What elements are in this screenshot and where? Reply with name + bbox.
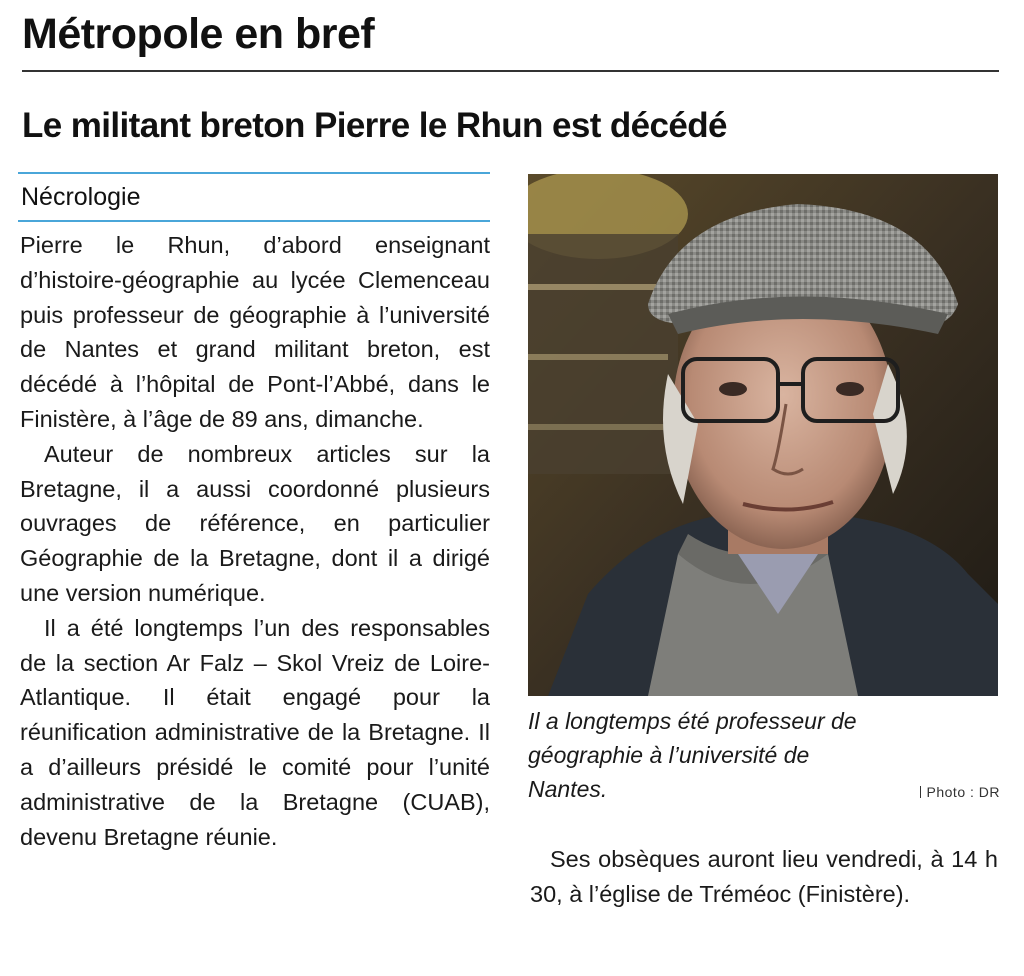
kicker-block (18, 172, 490, 222)
photo-credit (898, 784, 1000, 800)
portrait-photo (528, 174, 998, 696)
article-kicker: Nécrologie (21, 183, 141, 211)
article-body (20, 228, 490, 854)
article-paragraph-3: Il a été longtemps l’un des responsables de la section Ar Falz – Skol Vreiz de Loire-Atlantique. Il était engagé pour la réunification administrative de la Bretagne. Il a d’ailleurs présidé le comité pour l’unité administrative de la Bretagne (CUAB), devenu Bretagne réunie. (20, 614, 490, 850)
article-paragraph-1: Pierre le Rhun, d’abord enseignant d’histoire-géographie au lycée Clemenceau puis professeur de géographie à l’université de Nantes et grand militant breton, est décédé à l’hôpital de Pont-l’Abbé, dans le Finistère, à l’âge de 89 ans, dimanche. (20, 232, 490, 432)
article-headline[interactable]: Le militant breton Pierre le Rhun est décédé (22, 106, 727, 145)
photo-caption: Il a longtemps été professeur de géographie à l’université de Nantes. (528, 708, 857, 802)
kicker-bottom-rule (18, 220, 490, 222)
credit-separator (920, 786, 921, 798)
portrait-illustration (528, 174, 998, 696)
photo-credit-text: Photo : DR (926, 784, 1000, 800)
article-paragraph-2: Auteur de nombreux articles sur la Bretagne, il a aussi coordonné plusieurs ouvrages de référence, en particulier Géographie de la Bretagne, dont il a dirigé une version numérique. (20, 440, 490, 606)
section-title: Métropole en bref (22, 10, 375, 58)
section-divider (22, 70, 999, 72)
funeral-notice: Ses obsèques auront lieu vendredi, à 14 h 30, à l’église de Tréméoc (Finistère). (530, 846, 998, 907)
